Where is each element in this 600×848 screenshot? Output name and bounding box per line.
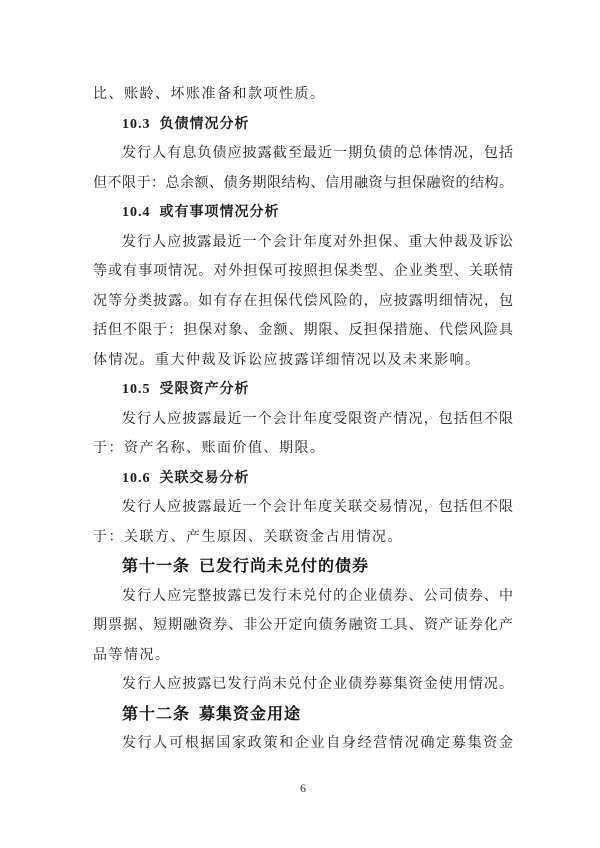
- heading-title: 负债情况分析: [159, 116, 250, 132]
- paragraph-line: 发行人应完整披露已发行未兑付的企业债券、公司债券、中: [122, 588, 513, 604]
- paragraph-line: 发行人应披露最近一个会计年度关联交易情况，包括但不限: [122, 500, 513, 515]
- heading-article-12: [93, 700, 513, 730]
- paragraph-line: 于：关联方、产生原因、关联资金占用情况。: [93, 529, 403, 545]
- heading-10-3: [93, 110, 513, 140]
- heading-number: 10.3: [122, 116, 151, 132]
- paragraph-line: 发行人应披露已发行尚未兑付企业债券募集资金使用情况。: [122, 677, 513, 692]
- page-number: 6: [300, 781, 306, 795]
- paragraph-line: 品等情况。: [93, 647, 171, 663]
- paragraph-line: 于：资产名称、账面价值、期限。: [93, 441, 326, 456]
- heading-title: 募集资金用途: [199, 705, 302, 723]
- heading-10-4: [93, 198, 513, 228]
- document-text-block: [93, 80, 513, 759]
- paragraph-line: 发行人可根据国家政策和企业自身经营情况确定募集资金: [122, 736, 513, 751]
- paragraph-line: 发行人有息负债应披露截至最近一期负债的总体情况，包括: [122, 146, 513, 161]
- heading-number: 第十一条: [122, 558, 191, 575]
- heading-number: 10.5: [122, 382, 151, 397]
- heading-article-11: [93, 552, 513, 582]
- paragraph-line: 发行人应披露最近一个会计年度受限资产情况，包括但不限: [122, 411, 513, 427]
- heading-number: 10.6: [122, 470, 151, 486]
- paragraph-line: 比、账龄、坏账准备和款项性质。: [93, 87, 326, 102]
- paragraph-line: 等或有事项情况。对外担保可按照担保类型、企业类型、关联情: [93, 264, 513, 279]
- heading-title: 关联交易分析: [159, 470, 250, 486]
- heading-title: 或有事项情况分析: [159, 205, 280, 220]
- heading-number: 10.4: [122, 205, 151, 220]
- paragraph-line: 体情况。重大仲裁及诉讼应披露详细情况以及未来影响。: [93, 352, 481, 368]
- paragraph-line: 期票据、短期融资券、非公开定向债务融资工具、资产证券化产: [93, 618, 513, 633]
- heading-title: 已发行尚未兑付的债券: [199, 558, 370, 575]
- heading-title: 受限资产分析: [159, 382, 250, 397]
- heading-10-6: [93, 464, 513, 494]
- paragraph-line: 发行人应披露最近一个会计年度对外担保、重大仲裁及诉讼: [122, 234, 513, 250]
- paragraph-line: 但不限于：总余额、债务期限结构、信用融资与担保融资的结构。: [93, 175, 513, 191]
- paragraph-line: 括但不限于：担保对象、金额、期限、反担保措施、代偿风险具: [93, 323, 513, 338]
- heading-10-5: [93, 375, 513, 405]
- paragraph-line: 况等分类披露。如有存在担保代偿风险的，应披露明细情况，包: [93, 293, 513, 309]
- heading-number: 第十二条: [122, 705, 191, 723]
